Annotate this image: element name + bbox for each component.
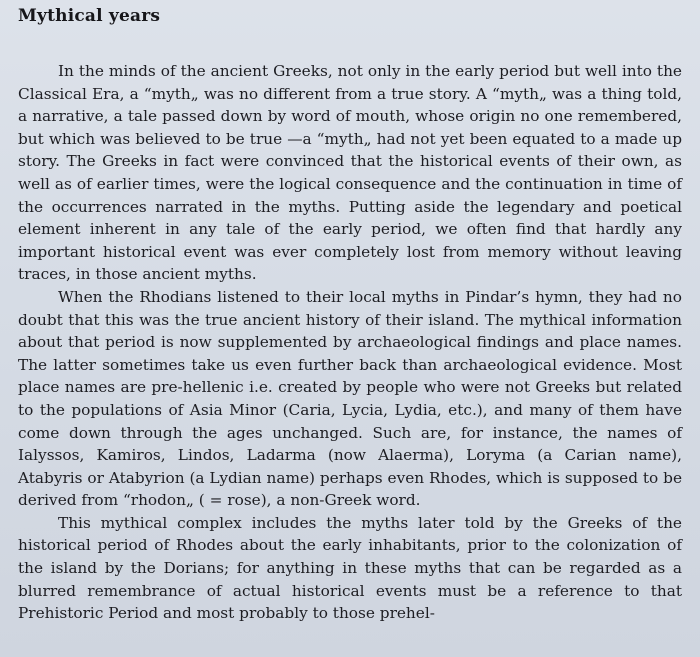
paragraph-1: In the minds of the ancient Greeks, not only in the early period but well into the Classical Era, a “myth„ was no different from a true story. A “myth„ was a thing told, a narrative, a tale passed down by word of mouth, whose origin no one remembered, but which was believed to be true —a “myth„ had not yet been equated to a made up story. The Greeks in fact were convinced that the historical events of their own, as well as of earlier times, were the logical consequence and the continuation in time of the occurrences narrated in the myths. Putting aside the legendary and poetical element inherent in any tale of the early period, we often find that hardly any important historical event was ever completely lost from memory without leaving traces, in those ancient myths. [18, 62, 682, 284]
paragraph-2: When the Rhodians listened to their local myths in Pindar’s hymn, they had no doubt that this was the true ancient history of their island. The mythical information about that period is now supplemented by archaeological findings and place names. The latter sometimes take us even further back than archaeological evidence. Most place names are pre-hellenic i.e. created by people who were not Greeks but related to the populations of Asia Minor (Caria, Lycia, Lydia, etc.), and many of them have come down through the ages unchanged. Such are, for instance, the names of Ialyssos, Kamiros, Lindos, Ladarma (now Alaerma), Loryma (a Carian name), Atabyris or Atabyrion (a Lydian name) perhaps even Rhodes, which is supposed to be derived from “rhodon„ ( = rose), a non-Greek word. [18, 287, 682, 510]
paragraph-3: This mythical complex includes the myths later told by the Greeks of the historical period of Rhodes about the early inhabitants, prior to the colonization of the island by the Dorians; for anything in these myths that can be regarded as a blurred remembrance of actual historical events must be a reference to that Prehistoric Period and most probably to those prehel- [18, 513, 682, 623]
body-text [18, 60, 682, 625]
section-heading: Mythical years [18, 6, 161, 26]
